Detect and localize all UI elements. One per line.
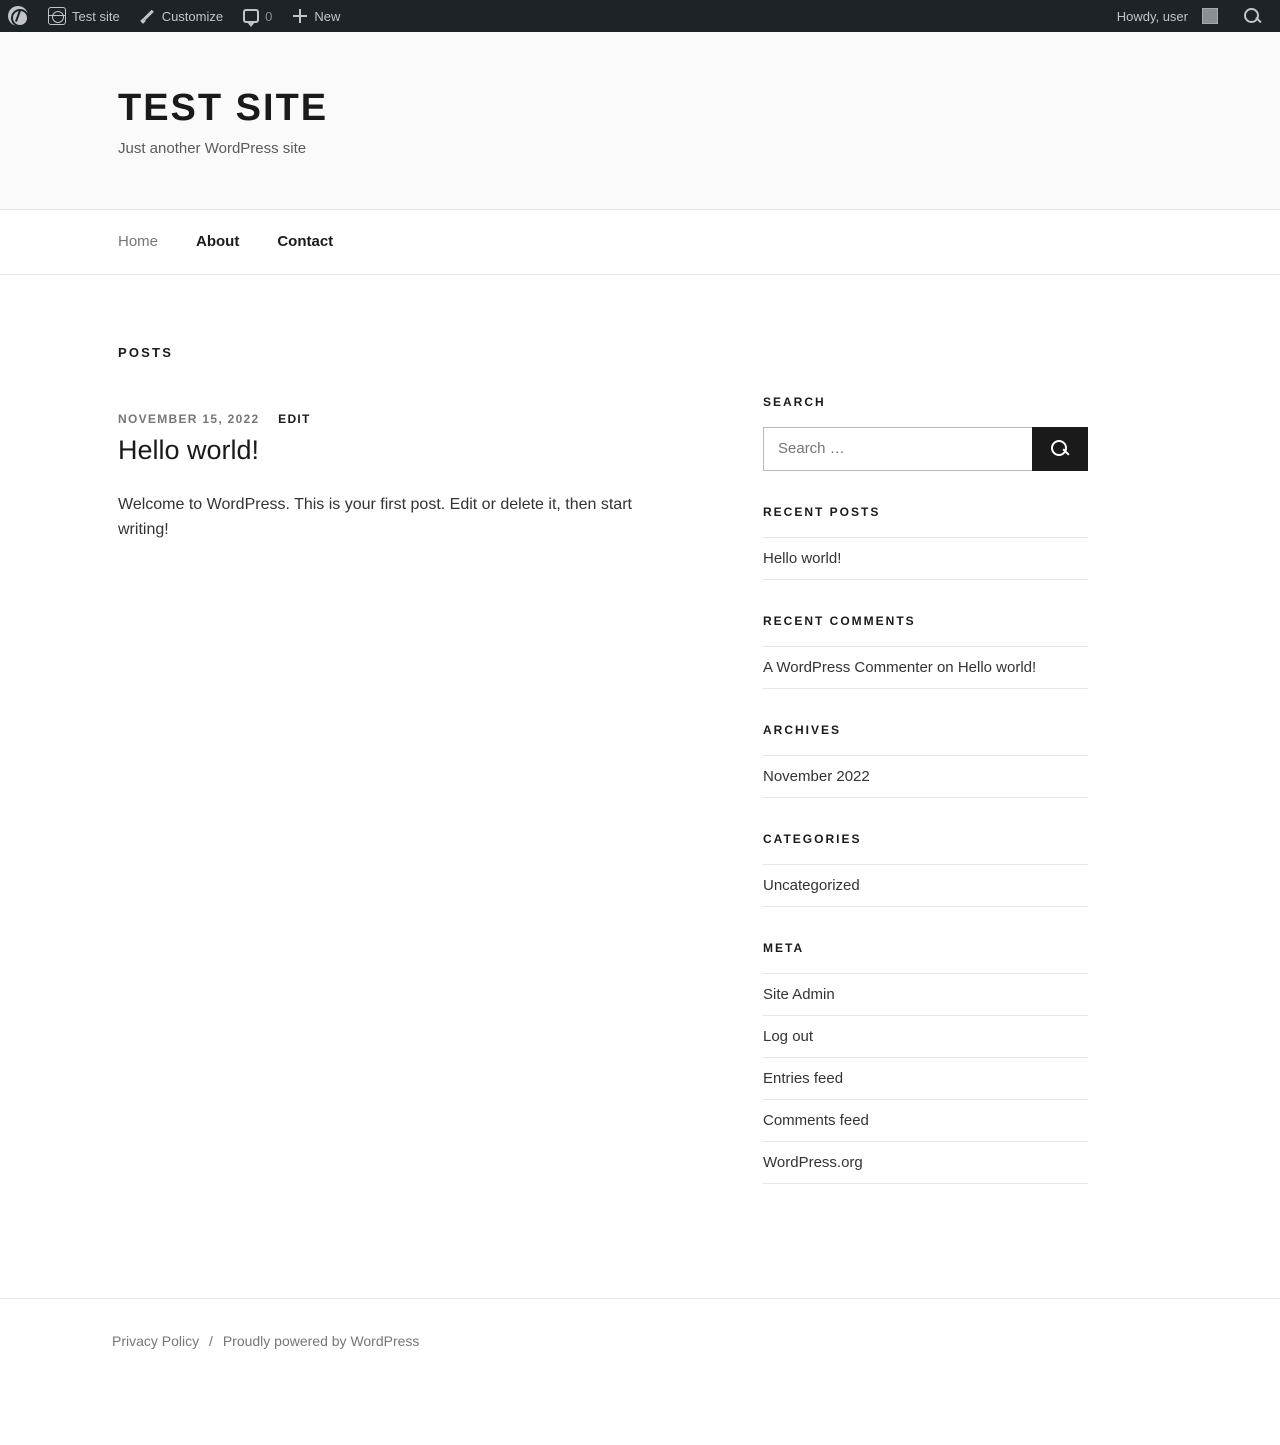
main-navigation <box>0 210 1280 275</box>
admin-bar-left <box>0 0 1109 32</box>
archive-link[interactable]: November 2022 <box>763 767 870 785</box>
meta-link-log-out[interactable]: Log out <box>763 1027 814 1045</box>
sidebar <box>763 345 1088 1218</box>
nav-list <box>118 210 1162 275</box>
admin-bar-comments-count: 0 <box>265 8 273 24</box>
comment-on-word: on <box>936 658 954 676</box>
footer-privacy-link[interactable]: Privacy Policy <box>112 1332 200 1349</box>
archives-list <box>763 755 1088 798</box>
site-description: Just another WordPress site <box>118 139 307 157</box>
admin-bar-my-account[interactable] <box>1109 0 1228 32</box>
list-item[interactable] <box>763 1100 1088 1142</box>
recent-comments-list <box>763 646 1088 689</box>
footer-credit-link[interactable]: Proudly powered by WordPress <box>222 1332 420 1349</box>
post-title[interactable]: Hello world! <box>118 434 260 465</box>
list-item[interactable] <box>763 1016 1088 1058</box>
widget-meta <box>763 941 1088 1184</box>
admin-bar <box>0 0 1280 32</box>
site-footer <box>0 1298 1280 1383</box>
widget-recent-posts <box>763 505 1088 580</box>
widget-recent-comments <box>763 614 1088 689</box>
meta-link-wordpress-org[interactable]: WordPress.org <box>763 1153 863 1171</box>
nav-item-home[interactable] <box>118 233 158 251</box>
avatar <box>1202 8 1218 24</box>
categories-list <box>763 864 1088 907</box>
admin-bar-site-name-label: Test site <box>72 8 120 24</box>
search-form <box>763 427 1088 471</box>
admin-bar-howdy-label: Howdy, user <box>1116 8 1188 24</box>
widget-title-search: SEARCH <box>763 394 826 409</box>
page-title[interactable]: TEST SITE <box>118 87 329 129</box>
admin-bar-right <box>1109 0 1272 32</box>
comment-bubble-icon <box>243 9 259 23</box>
admin-bar-site-name[interactable] <box>38 0 130 32</box>
recent-posts-list <box>763 537 1088 580</box>
meta-link-entries-feed[interactable]: Entries feed <box>763 1069 844 1087</box>
site-icon <box>48 7 66 25</box>
widget-title-meta: META <box>763 940 805 955</box>
search-icon <box>1242 6 1262 26</box>
search-button[interactable] <box>1032 427 1088 471</box>
list-item[interactable] <box>763 646 1088 689</box>
post-date-link[interactable]: NOVEMBER 15, 2022 <box>118 411 260 426</box>
search-icon <box>1051 440 1069 458</box>
nav-item-about[interactable] <box>196 233 239 251</box>
admin-bar-wp-logo[interactable] <box>0 0 38 32</box>
site-header <box>0 32 1280 210</box>
wordpress-logo-icon <box>8 6 28 26</box>
category-link[interactable]: Uncategorized <box>763 876 860 894</box>
nav-item-contact[interactable] <box>277 233 333 251</box>
widget-title-recent-comments: RECENT COMMENTS <box>763 613 916 628</box>
nav-link-contact[interactable]: Contact <box>277 233 334 251</box>
post-edit-link[interactable]: EDIT <box>278 411 311 426</box>
comment-author[interactable]: A WordPress Commenter <box>763 658 933 676</box>
post-excerpt: Welcome to WordPress. This is your first post. Edit or delete it, then start writing! <box>118 495 632 539</box>
list-item[interactable] <box>763 755 1088 798</box>
plus-icon <box>292 8 308 24</box>
admin-bar-customize-label: Customize <box>161 8 224 24</box>
post-meta <box>118 412 658 426</box>
nav-link-about[interactable]: About <box>196 233 240 251</box>
list-item[interactable] <box>763 1142 1088 1184</box>
search-input[interactable] <box>763 427 1032 471</box>
post-content <box>118 492 658 544</box>
pencil-icon <box>140 8 156 24</box>
widget-search <box>763 395 1088 471</box>
list-item[interactable] <box>763 864 1088 907</box>
widget-title-recent-posts: RECENT POSTS <box>763 504 881 519</box>
posts-section-label: POSTS <box>118 344 174 360</box>
list-item[interactable] <box>763 537 1088 580</box>
footer-inner <box>90 1333 1190 1349</box>
main-content <box>118 345 698 1218</box>
comment-post-link[interactable]: Hello world! <box>957 658 1037 676</box>
post-article <box>118 412 658 544</box>
meta-link-comments-feed[interactable]: Comments feed <box>763 1111 869 1129</box>
widget-title-categories: CATEGORIES <box>763 831 862 846</box>
list-item[interactable] <box>763 973 1088 1016</box>
widget-archives <box>763 723 1088 798</box>
meta-list <box>763 973 1088 1184</box>
admin-bar-search[interactable] <box>1228 0 1272 32</box>
nav-link-home[interactable]: Home <box>118 233 159 251</box>
footer-separator: / <box>209 1332 213 1349</box>
admin-bar-customize[interactable] <box>130 0 233 32</box>
list-item[interactable] <box>763 1058 1088 1100</box>
widget-title-archives: ARCHIVES <box>763 722 842 737</box>
admin-bar-comments[interactable] <box>233 0 282 32</box>
admin-bar-new[interactable] <box>282 0 350 32</box>
content-area <box>90 275 1190 1298</box>
widget-categories <box>763 832 1088 907</box>
recent-post-link[interactable]: Hello world! <box>763 549 842 567</box>
meta-link-site-admin[interactable]: Site Admin <box>763 985 835 1003</box>
admin-bar-new-label: New <box>314 8 341 24</box>
